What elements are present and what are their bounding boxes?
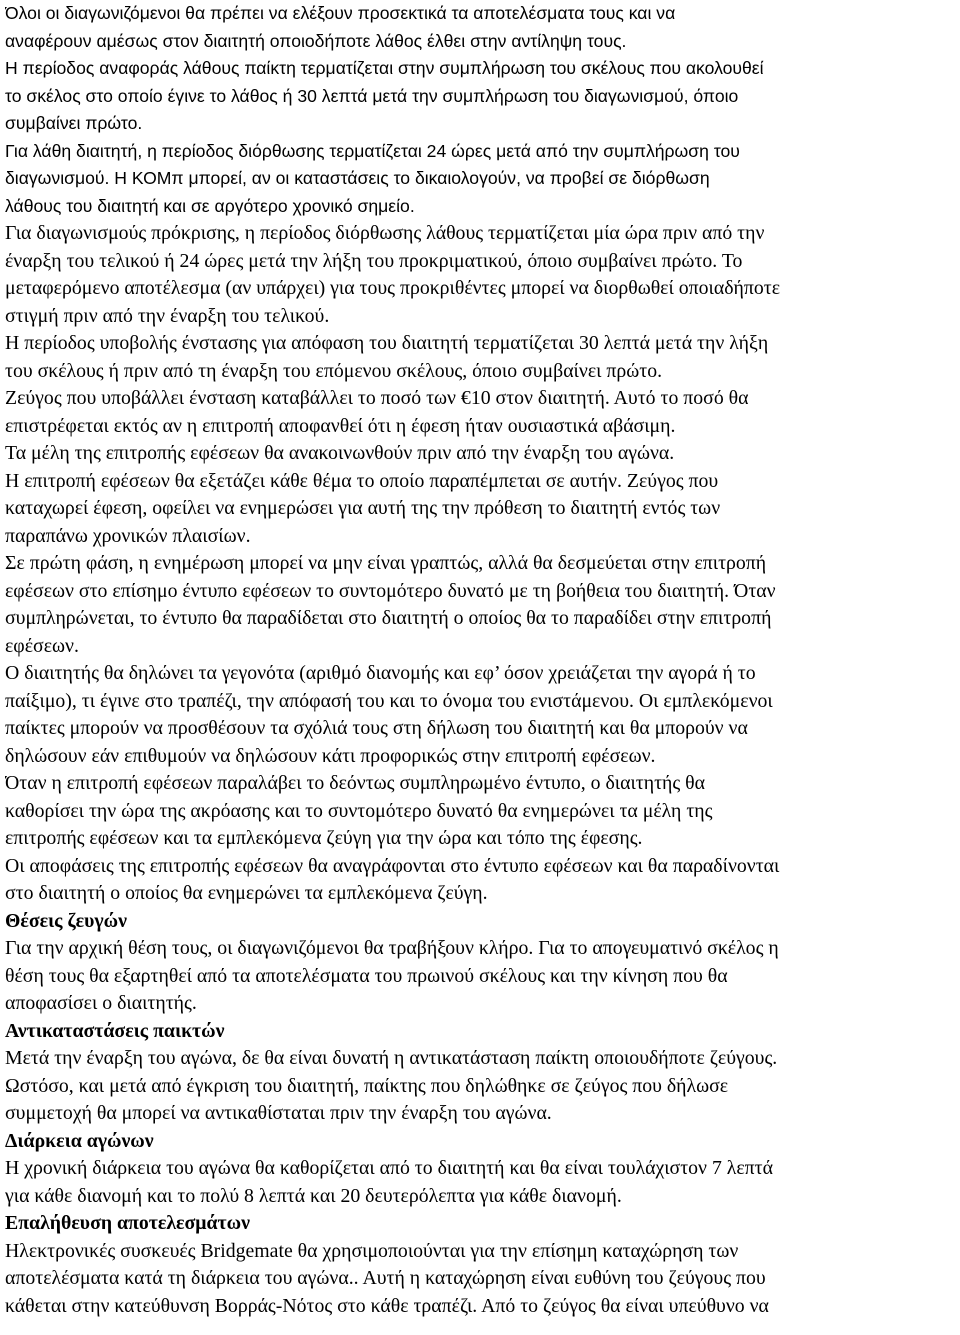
- text-line: Η περίοδος αναφοράς λάθους παίκτη τερματίζεται στην συμπλήρωση του σκέλους που ακολουθεί: [5, 58, 764, 78]
- text-line: Η περίοδος υποβολής ένστασης για απόφαση του διαιτητή τερματίζεται 30 λεπτά μετά την λήξη: [5, 332, 769, 354]
- text-line: καταχωρεί έφεση, οφείλει να ενημερώσει για αυτή της την πρόθεση το διαιτητή εντός των: [5, 497, 721, 519]
- text-line: επιστρέφεται εκτός αν η επιτροπή αποφανθεί ότι η έφεση ήταν ουσιαστικά αβάσιμη.: [5, 414, 676, 437]
- paragraph-player-error-period: [5, 55, 955, 138]
- paragraph-referee-declares: [5, 660, 955, 770]
- section-heading-verification: [5, 1210, 955, 1238]
- text-line: επιτροπής εφέσεων και τα εμπλεκόμενα ζεύγη για την ώρα και τόπο της έφεσης.: [5, 827, 643, 849]
- text-line: Ζεύγος που υποβάλλει ένσταση καταβάλλει το ποσό των €10 στον διαιτητή. Αυτό το ποσό θα: [5, 387, 749, 409]
- text-line: αναφέρουν αμέσως στον διαιτητή οποιοδήποτε λάθος έλθει στην αντίληψη τους.: [5, 30, 627, 51]
- text-line: Ηλεκτρονικές συσκευές Bridgemate θα χρησιμοποιούνται για την επίσημη καταχώρηση των: [5, 1239, 739, 1262]
- paragraph-duration: [5, 1155, 955, 1210]
- paragraph-hearing-time: [5, 770, 955, 853]
- section-heading-duration: [5, 1128, 955, 1156]
- section-heading-substitutions: [5, 1018, 955, 1046]
- text-line: συμπληρώνεται, το έντυπο θα παραδίδεται στο διαιτητή ο οποίος θα το παραδίδει στην επιτροπή: [5, 607, 772, 629]
- paragraph-committee-announce: [5, 440, 955, 468]
- text-line: στο διαιτητή ο οποίος θα ενημερώνει τα εμπλεκόμενα ζεύγη.: [5, 882, 488, 904]
- text-line: Η χρονική διάρκεια του αγώνα θα καθορίζεται από το διαιτητή και θα είναι τουλάχιστον 7 λεπτά: [5, 1157, 773, 1179]
- text-line: αποφασίσει ο διαιτητής.: [5, 992, 197, 1014]
- text-line: παίξιμο), τι έγινε στο τραπέζι, την απόφασή του και το όνομα του ενιστάμενου. Οι εμπλεκόμενοι: [5, 689, 773, 712]
- text-line: Για λάθη διαιτητή, η περίοδος διόρθωσης τερματίζεται 24 ώρες μετά από την συμπλήρωση του: [5, 140, 740, 161]
- paragraph-substitutions: [5, 1045, 955, 1128]
- text-line: Όταν η επιτροπή εφέσεων παραλάβει το δεόντως συμπληρωμένο έντυπο, ο διαιτητής θα: [5, 772, 705, 794]
- text-line: Μετά την έναρξη του αγώνα, δε θα είναι δυνατή η αντικατάσταση παίκτη οποιουδήποτε ζεύγους.: [5, 1047, 778, 1069]
- text-line: συμμετοχή θα μπορεί να αντικαθίσταται πριν την έναρξη του αγώνα.: [5, 1102, 552, 1124]
- section-heading-pair-positions: [5, 908, 955, 936]
- text-line: δηλώσουν εάν επιθυμούν να δηλώσουν κάτι προφορικώς στην επιτροπή εφέσεων.: [5, 744, 656, 767]
- text-line: μεταφερόμενο αποτέλεσμα (αν υπάρχει) για τους προκριθέντες μπορεί να διορθωθεί οποιαδήποτε: [5, 277, 781, 299]
- text-line: Για την αρχική θέση τους, οι διαγωνιζόμενοι θα τραβήξουν κλήρο. Για το απογευματινό σκέλος η: [5, 937, 779, 959]
- text-line: Ωστόσο, και μετά από έγκριση του διαιτητή, παίκτης που δηλώθηκε σε ζεύγος που δήλωσε: [5, 1074, 729, 1097]
- text-line: στιγμή πριν από την έναρξη του τελικού.: [5, 304, 330, 327]
- text-line: Σε πρώτη φάση, η ενημέρωση μπορεί να μην είναι γραπτώς, αλλά θα δεσμεύεται στην επιτροπή: [5, 552, 767, 574]
- text-line: παίκτες μπορούν να προσθέσουν τα σχόλιά τους στη δήλωση του διαιτητή και θα μπορούν να: [5, 717, 748, 739]
- paragraph-referee-error-period: [5, 138, 955, 221]
- paragraph-objection-period: [5, 330, 955, 385]
- text-line: αποτελέσματα κατά τη διάρκεια του αγώνα.. Αυτή η καταχώρηση είναι ευθύνη του ζεύγους που: [5, 1267, 766, 1289]
- text-line: Για διαγωνισμούς πρόκρισης, η περίοδος διόρθωσης λάθους τερματίζεται μία ώρα πριν από την: [5, 222, 765, 244]
- text-line: Ο διαιτητής θα δηλώνει τα γεγονότα (αριθμό διανομής και εφ’ όσον χρειάζεται την αγορά ή το: [5, 662, 756, 684]
- heading-text: Θέσεις ζευγών: [5, 909, 127, 932]
- heading-text: Αντικαταστάσεις παικτών: [5, 1019, 225, 1042]
- paragraph-intro-review: [5, 0, 955, 55]
- paragraph-first-phase: [5, 550, 955, 660]
- paragraph-committee-examine: [5, 468, 955, 551]
- text-line: Οι αποφάσεις της επιτροπής εφέσεων θα αναγράφονται στο έντυπο εφέσεων και θα παραδίνονται: [5, 854, 780, 877]
- text-line: συμβαίνει πρώτο.: [5, 113, 143, 133]
- text-line: κάθεται στην κατεύθυνση Βορράς-Νότος στο κάθε τραπέζι. Από το ζεύγος θα είναι υπεύθυνο να: [5, 1294, 769, 1317]
- text-line: του σκέλους ή πριν από τη έναρξη του επόμενου σκέλους, όποιο συμβαίνει πρώτο.: [5, 359, 663, 382]
- text-line: για κάθε διανομή και το πολύ 8 λεπτά και 20 δευτερόλεπτα για κάθε διανομή.: [5, 1184, 622, 1207]
- paragraph-pair-positions: [5, 935, 955, 1018]
- text-line: Η επιτροπή εφέσεων θα εξετάζει κάθε θέμα το οποίο παραπέμπεται σε αυτήν. Ζεύγος που: [5, 469, 719, 492]
- text-line: λάθους του διαιτητή και σε αργότερο χρονικό σημείο.: [5, 195, 415, 216]
- paragraph-verification: [5, 1238, 955, 1321]
- paragraph-objection-fee: [5, 385, 955, 440]
- heading-text: Διάρκεια αγώνων: [5, 1129, 154, 1152]
- heading-text: Επαλήθευση αποτελεσμάτων: [5, 1212, 250, 1234]
- text-line: έναρξη του τελικού ή 24 ώρες μετά την λήξη του προκριματικού, όποιο συμβαίνει πρώτο. Το: [5, 249, 743, 272]
- text-line: Τα μέλη της επιτροπής εφέσεων θα ανακοινωνθούν πριν από την έναρξη του αγώνα.: [5, 442, 675, 464]
- document-page: [5, 0, 955, 1335]
- text-line: παραπάνω χρονικών πλαισίων.: [5, 524, 251, 547]
- text-line: εφέσεων στο επίσημο έντυπο εφέσεων το συντομότερο δυνατό με τη βοήθεια του διαιτητή. Όταν: [5, 579, 776, 602]
- text-line: Όλοι οι διαγωνιζόμενοι θα πρέπει να ελέξουν προσεκτικά τα αποτελέσματα τους και να: [5, 3, 676, 23]
- text-line: εφέσεων.: [5, 634, 79, 657]
- text-line: το σκέλος στο οποίο έγινε το λάθος ή 30 λεπτά μετά την συμπλήρωση του διαγωνισμού, όποιο: [5, 85, 739, 106]
- text-line: θέση τους θα εξαρτηθεί από τα αποτελέσματα του πρωινού σκέλους και την κίνηση που θα: [5, 964, 728, 987]
- text-line: διαγωνισμού. Η ΚΟΜπ μπορεί, αν οι καταστάσεις το δικαιολογούν, να προβεί σε διόρθωση: [5, 168, 710, 188]
- text-line: καθορίσει την ώρα της ακρόασης και το συντομότερο δυνατό θα ενημερώνει τα μέλη της: [5, 799, 713, 822]
- paragraph-decisions-recorded: [5, 853, 955, 908]
- paragraph-qualifying-period: [5, 220, 955, 330]
